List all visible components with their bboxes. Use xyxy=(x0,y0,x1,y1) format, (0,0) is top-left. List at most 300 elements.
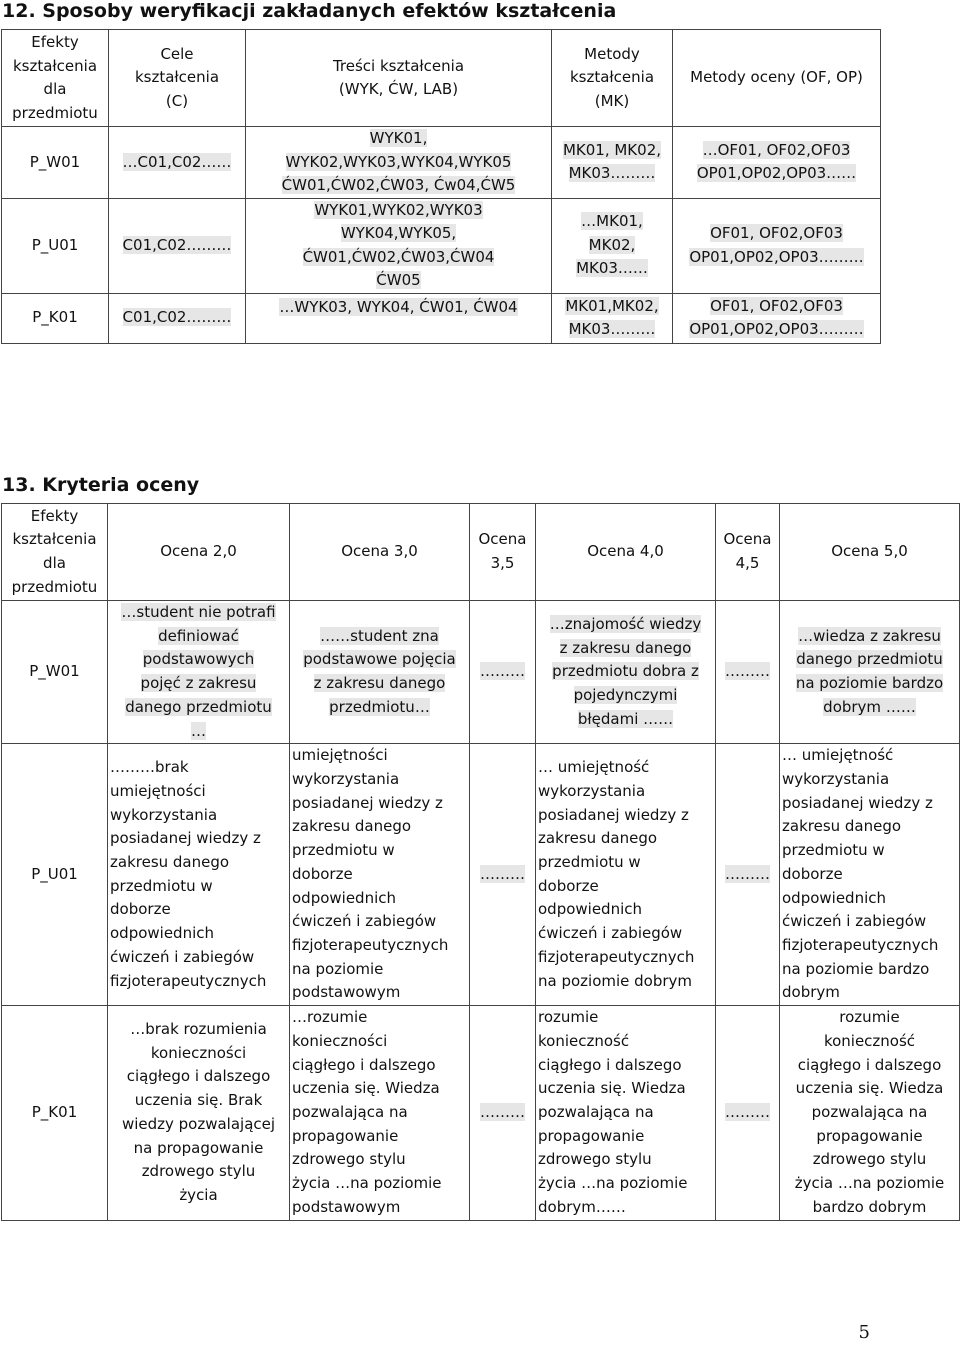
cell-line xyxy=(4,78,106,102)
cell-line-text: … xyxy=(191,721,206,740)
cell-line-text: wykorzystania xyxy=(782,770,890,789)
cell-line xyxy=(554,318,670,342)
cell-line xyxy=(110,1042,287,1066)
cell-line xyxy=(4,576,105,600)
cell-line xyxy=(110,1018,287,1042)
cell-line xyxy=(110,720,287,744)
header-ocena-5-0 xyxy=(780,504,960,601)
cell-line xyxy=(538,660,713,684)
ocena-3-5-cell xyxy=(470,601,536,744)
cell-line-text: Efekty xyxy=(30,506,79,525)
cell-line xyxy=(292,910,467,934)
cell-line-text: (MK) xyxy=(594,91,630,110)
cell-line xyxy=(538,851,713,875)
cell-line-text: zdrowego stylu xyxy=(538,1150,652,1169)
cell-line xyxy=(554,139,670,163)
cell-line-text: propagowanie xyxy=(816,1126,923,1145)
cell-line xyxy=(538,898,713,922)
cell-line xyxy=(782,981,957,1005)
cell-line xyxy=(554,210,670,234)
cell-line-text: …wiedza z zakresu xyxy=(798,626,941,645)
cell-line-text: posiadanej wiedzy z xyxy=(110,829,261,848)
cell-line-text: ciągłego i dalszego xyxy=(538,1055,682,1074)
cell-line xyxy=(292,1101,467,1125)
cell-line-text: Metody oceny (OF, OP) xyxy=(690,68,863,87)
cell-line xyxy=(111,43,243,67)
cell-line-text: bardzo dobrym xyxy=(812,1197,927,1216)
cell-line-text: dla xyxy=(43,554,66,572)
ocena-3-5-cell xyxy=(470,744,536,1006)
cell-line-text: propagowanie xyxy=(538,1126,645,1145)
verification-table xyxy=(1,29,881,344)
cell-line xyxy=(538,946,713,970)
cell-line xyxy=(782,792,957,816)
cell-line xyxy=(110,875,287,899)
cell-line-text: OP01,OP02,OP03…… xyxy=(696,164,857,183)
cell-line-text: Ocena 4,0 xyxy=(587,542,664,561)
cell-line xyxy=(248,174,549,198)
cell-line-text: konieczność xyxy=(823,1031,916,1050)
cell-line-text: Treści kształcenia xyxy=(332,56,465,75)
cell-line-text: odpowiednich xyxy=(292,888,397,907)
cell-line-text: konieczności xyxy=(150,1043,247,1062)
ocena-3-0-cell xyxy=(290,1006,470,1220)
cell-line xyxy=(110,1113,287,1137)
cell-line-text: pozwalająca na xyxy=(292,1103,408,1122)
cell-line-text: ĆW05 xyxy=(376,271,421,289)
cell-line xyxy=(110,1184,287,1208)
cele-value: C01,C02……… xyxy=(122,308,232,327)
cell-line-text: …znajomość wiedzy xyxy=(549,614,702,633)
cell-line-text: MK03……… xyxy=(568,164,656,183)
efekt-cell: P_K01 xyxy=(2,1006,108,1220)
oceny-cell xyxy=(673,127,881,199)
cell-line xyxy=(675,246,878,270)
cell-line xyxy=(110,827,287,851)
cell-line-text: uczenia się. Wiedza xyxy=(292,1079,440,1098)
cell-line-text: ciągłego i dalszego xyxy=(292,1055,436,1074)
header-efekty xyxy=(2,30,109,127)
cell-line xyxy=(111,90,243,114)
cell-line-text: zakresu danego xyxy=(538,829,658,848)
cell-line-text: pozwalająca na xyxy=(538,1103,654,1122)
cell-line-text: dobrym…… xyxy=(538,1197,626,1216)
cell-line-text: wykorzystania xyxy=(538,781,646,800)
cell-line-text: na poziomie bardzo xyxy=(782,959,930,978)
cell-line xyxy=(248,55,549,79)
tresci-cell xyxy=(246,198,552,293)
cell-line xyxy=(248,151,549,175)
cell-line-text: dla xyxy=(43,80,67,98)
cell-line xyxy=(538,804,713,828)
cell-line-text: podstawowe pojęcia xyxy=(303,650,456,669)
header-tresci xyxy=(246,30,552,127)
cell-line xyxy=(110,1089,287,1113)
cell-line-text: MK02, xyxy=(588,235,636,254)
cell-line xyxy=(292,1030,467,1054)
cell-line-text: na poziomie dobrym xyxy=(538,971,693,990)
cell-line xyxy=(538,1172,713,1196)
cell-line-text: przedmiotu xyxy=(11,577,98,596)
cell-line-text: dobrym xyxy=(782,983,840,1002)
cell-line xyxy=(110,780,287,804)
cell-line xyxy=(292,625,467,649)
cell-line-text: posiadanej wiedzy z xyxy=(782,793,933,812)
cell-line xyxy=(675,139,878,163)
cell-line xyxy=(782,1196,957,1220)
cell-line-text: doborze xyxy=(782,864,843,883)
cell-line xyxy=(4,505,105,529)
ocena-4-5-cell xyxy=(716,1006,780,1220)
cell-line xyxy=(292,648,467,672)
cell-line xyxy=(110,946,287,970)
cell-line-text: zakresu danego xyxy=(110,853,230,872)
cell-line xyxy=(538,540,713,564)
cell-line-text: WYK04,WYK05, xyxy=(340,224,457,242)
cell-line-text: konieczność xyxy=(538,1031,630,1050)
cell-line xyxy=(110,922,287,946)
cell-line-text: Cele xyxy=(160,44,194,63)
cell-line xyxy=(782,910,957,934)
cele-cell xyxy=(109,293,246,343)
cell-line xyxy=(554,234,670,258)
cell-line-text: przedmiotu… xyxy=(329,697,430,716)
header-ocena-3-0 xyxy=(290,504,470,601)
cell-line-text: … umiejętność xyxy=(538,758,650,777)
cell-line xyxy=(110,1137,287,1161)
cell-line-text: definiować xyxy=(158,626,239,645)
cell-line xyxy=(538,780,713,804)
table-row xyxy=(2,127,881,199)
cell-line xyxy=(472,552,533,576)
cell-line xyxy=(110,601,287,625)
cell-line-text: ĆW01,ĆW02,ĆW03, Ćw04,ĆW5 xyxy=(281,176,516,194)
ocena-4-5-cell xyxy=(716,744,780,1006)
cell-line xyxy=(782,958,957,982)
cell-line xyxy=(782,1101,957,1125)
cell-line-text: życia xyxy=(179,1185,218,1204)
cell-line xyxy=(782,887,957,911)
cell-line-text: zakresu danego xyxy=(292,817,412,836)
cell-line-text: pozwalająca na xyxy=(811,1103,928,1122)
cell-line-text: WYK01,WYK02,WYK03 xyxy=(314,200,483,219)
cell-line xyxy=(110,804,287,828)
ocena-4-0-cell xyxy=(536,601,716,744)
cell-line xyxy=(248,222,549,246)
cell-line xyxy=(782,768,957,792)
cell-line-text: ……… xyxy=(480,864,525,883)
cell-line xyxy=(782,744,957,768)
cell-line-text: doborze xyxy=(538,876,599,895)
cell-line xyxy=(782,1030,957,1054)
cell-line xyxy=(538,1125,713,1149)
cell-line xyxy=(675,222,878,246)
ocena-2-0-cell xyxy=(108,1006,290,1220)
cell-line xyxy=(782,934,957,958)
cell-line xyxy=(554,295,670,319)
cell-line xyxy=(538,1148,713,1172)
cell-line-text: WYK02,WYK03,WYK04,WYK05 xyxy=(285,152,512,171)
cell-line-text: …rozumie xyxy=(292,1008,368,1027)
cell-line xyxy=(554,90,670,114)
header-ocena-4-5 xyxy=(716,504,780,601)
cell-line-text: pojedynczymi xyxy=(573,685,678,704)
ocena-3-5-cell xyxy=(470,1006,536,1220)
cell-line xyxy=(292,1054,467,1078)
cell-line-text: doborze xyxy=(292,864,353,883)
cell-line-text: ……… xyxy=(480,1103,525,1122)
oceny-cell xyxy=(673,198,881,293)
ocena-2-0-cell xyxy=(108,744,290,1006)
cell-line xyxy=(292,696,467,720)
cele-value: …C01,C02…… xyxy=(122,152,232,171)
cell-line-text: MK01,MK02, xyxy=(565,296,659,315)
cell-line xyxy=(782,815,957,839)
metody-cell xyxy=(552,198,673,293)
cell-line-text: na propagowanie xyxy=(133,1138,264,1157)
cell-line xyxy=(538,875,713,899)
cele-cell xyxy=(109,198,246,293)
cell-line xyxy=(538,827,713,851)
criteria-table xyxy=(1,503,960,1221)
cell-line-text: OF01, OF02,OF03 xyxy=(710,296,843,315)
cell-line xyxy=(292,839,467,863)
cell-line-text: przedmiotu dobra z xyxy=(552,662,699,681)
cell-line xyxy=(675,162,878,186)
cell-line-text: Ocena 3,0 xyxy=(341,542,418,561)
cell-line xyxy=(782,839,957,863)
cell-line xyxy=(4,102,106,126)
cell-line xyxy=(110,1160,287,1184)
efekt-cell: P_U01 xyxy=(2,744,108,1006)
cell-line xyxy=(782,540,957,564)
cell-line-text: wiedzy pozwalającej xyxy=(121,1114,276,1133)
cell-line-text: życia …na poziomie xyxy=(794,1174,945,1193)
ocena-3-0-cell xyxy=(290,744,470,1006)
cell-line xyxy=(675,295,878,319)
cell-line-text: z zakresu danego xyxy=(313,674,446,693)
table-row xyxy=(2,744,960,1006)
cell-line-text: kształcenia xyxy=(12,56,98,75)
metody-cell xyxy=(552,127,673,199)
cell-line xyxy=(675,318,878,342)
cell-line-text: …WYK03, WYK04, ĆW01, ĆW04 xyxy=(279,297,518,316)
cell-line xyxy=(248,78,549,102)
cell-line-text: Ocena xyxy=(478,530,527,549)
cell-line-text: OF01, OF02,OF03 xyxy=(710,224,843,242)
cell-line xyxy=(782,863,957,887)
cell-line-text: życia …na poziomie xyxy=(292,1174,442,1193)
cell-line-text: fizjoterapeutycznych xyxy=(110,971,267,990)
cell-line xyxy=(538,756,713,780)
cell-line-text: przedmiotu w xyxy=(292,841,395,860)
cell-line-text: na poziomie bardzo xyxy=(795,674,944,693)
table-row xyxy=(2,293,881,343)
table-row xyxy=(2,198,881,293)
cell-line-text: … umiejętność xyxy=(782,746,894,765)
cell-line-text: zdrowego stylu xyxy=(292,1150,406,1169)
cell-line xyxy=(538,1006,713,1030)
cell-line-text: …brak rozumienia xyxy=(130,1020,267,1039)
cell-line xyxy=(4,55,106,79)
header-oceny xyxy=(673,30,881,127)
cell-line-text: OP01,OP02,OP03……… xyxy=(689,247,864,266)
cell-line xyxy=(554,257,670,281)
cell-line xyxy=(538,613,713,637)
cell-line-text: ćwiczeń i zabiegów xyxy=(538,924,683,943)
ocena-5-0-cell xyxy=(780,601,960,744)
cell-line-text: …student nie potrafi xyxy=(121,603,276,621)
cell-line xyxy=(538,970,713,994)
cell-line-text: ……student zna xyxy=(320,626,439,645)
cell-line xyxy=(538,637,713,661)
cell-line xyxy=(110,756,287,780)
cell-line xyxy=(718,1101,777,1125)
cell-line xyxy=(292,768,467,792)
cell-line-text: Efekty xyxy=(31,33,79,51)
cell-line-text: ciągłego i dalszego xyxy=(797,1055,942,1074)
cell-line xyxy=(4,528,105,552)
cell-line-text: wykorzystania xyxy=(292,770,400,789)
cell-line xyxy=(110,648,287,672)
cell-line-text: odpowiednich xyxy=(782,888,887,907)
cell-line xyxy=(782,1172,957,1196)
cell-line xyxy=(782,1054,957,1078)
cell-line-text: WYK01, xyxy=(369,129,428,147)
cell-line-text: przedmiotu w xyxy=(538,853,641,872)
cell-line-text: przedmiotu w xyxy=(110,876,213,895)
efekt-cell: P_W01 xyxy=(2,601,108,744)
cell-line xyxy=(718,528,777,552)
header-metody xyxy=(552,30,673,127)
cell-line xyxy=(292,981,467,1005)
cell-line-text: 3,5 xyxy=(490,554,515,572)
cell-line xyxy=(4,552,105,576)
cell-line-text: MK03……… xyxy=(568,320,656,338)
cell-line-text: ……… xyxy=(725,1103,770,1122)
ocena-5-0-cell xyxy=(780,744,960,1006)
ocena-5-0-cell xyxy=(780,1006,960,1220)
cell-line-text: zdrowego stylu xyxy=(141,1162,256,1181)
cell-line xyxy=(472,863,533,887)
cell-line xyxy=(675,66,878,90)
cell-line-text: pojęć z zakresu xyxy=(140,674,257,693)
header-cele xyxy=(109,30,246,127)
ocena-4-0-cell xyxy=(536,744,716,1006)
cell-line xyxy=(292,1196,467,1220)
cell-line-text: podstawowym xyxy=(292,983,401,1002)
cell-line-text: Ocena 5,0 xyxy=(831,542,908,561)
section-13-title: 13. Kryteria oceny xyxy=(2,474,200,496)
header-ocena-4-0 xyxy=(536,504,716,601)
cell-line-text: życia …na poziomie xyxy=(538,1174,688,1193)
cell-line xyxy=(292,672,467,696)
cell-line-text: uczenia się. Wiedza xyxy=(795,1079,944,1098)
cell-line-text: ……… xyxy=(725,864,770,883)
cell-line xyxy=(110,672,287,696)
cell-line xyxy=(292,863,467,887)
cell-line xyxy=(718,552,777,576)
cell-line xyxy=(110,898,287,922)
cell-line-text: ciągłego i dalszego xyxy=(126,1067,271,1086)
cell-line-text: odpowiednich xyxy=(538,900,643,919)
header-ocena-3-5 xyxy=(470,504,536,601)
cell-line-text: zakresu danego xyxy=(782,817,902,836)
cell-line xyxy=(248,296,549,320)
cell-line xyxy=(718,660,777,684)
cell-line-text: ĆW01,ĆW02,ĆW03,ĆW04 xyxy=(302,247,495,266)
cell-line xyxy=(292,958,467,982)
ocena-4-5-cell xyxy=(716,601,780,744)
cell-line xyxy=(292,815,467,839)
cell-line-text: rozumie xyxy=(839,1008,900,1027)
cell-line xyxy=(248,246,549,270)
header-ocena-2-0 xyxy=(108,504,290,601)
cell-line xyxy=(110,625,287,649)
cell-line-text: (WYK, ĆW, LAB) xyxy=(338,80,459,98)
cell-line-text: umiejętności xyxy=(292,746,388,765)
cell-line xyxy=(110,540,287,564)
cell-line xyxy=(538,708,713,732)
cell-line xyxy=(292,887,467,911)
efekt-cell: P_K01 xyxy=(2,293,109,343)
cell-line-text: (C) xyxy=(165,91,189,110)
cell-line-text: ćwiczeń i zabiegów xyxy=(292,912,437,931)
cell-line-text: dobrym …… xyxy=(823,697,916,716)
cell-line-text: …OF01, OF02,OF03 xyxy=(702,140,851,159)
cell-line-text: podstawowych xyxy=(142,650,255,669)
cell-line xyxy=(292,934,467,958)
cell-line-text: ……… xyxy=(480,662,525,681)
cell-line xyxy=(554,43,670,67)
cell-line-text: fizjoterapeutycznych xyxy=(292,935,449,954)
cell-line-text: błędami …… xyxy=(577,709,674,728)
cell-line-text: przedmiotu w xyxy=(782,841,885,860)
cell-line-text: uczenia się. Brak xyxy=(134,1091,263,1110)
section-12-title: 12. Sposoby weryfikacji zakładanych efektów kształcenia xyxy=(2,0,617,22)
cell-line-text: OP01,OP02,OP03……… xyxy=(689,320,864,338)
cell-line xyxy=(292,540,467,564)
cell-line xyxy=(538,1077,713,1101)
tresci-cell xyxy=(246,127,552,199)
cell-line xyxy=(248,127,549,151)
tresci-cell xyxy=(246,293,552,343)
cell-line xyxy=(4,31,106,55)
cell-line xyxy=(292,1172,467,1196)
cell-line-text: posiadanej wiedzy z xyxy=(292,793,443,812)
cele-cell xyxy=(109,127,246,199)
cell-line xyxy=(292,1125,467,1149)
ocena-2-0-cell xyxy=(108,601,290,744)
cell-line-text: ……… xyxy=(725,662,770,681)
ocena-4-0-cell xyxy=(536,1006,716,1220)
cell-line-text: odpowiednich xyxy=(110,924,215,943)
cell-line xyxy=(110,1065,287,1089)
cell-line-text: kształcenia xyxy=(134,68,220,87)
cell-line xyxy=(782,672,957,696)
cell-line xyxy=(472,1101,533,1125)
efekt-cell: P_W01 xyxy=(2,127,109,199)
cell-line xyxy=(782,696,957,720)
efekt-cell: P_U01 xyxy=(2,198,109,293)
cell-line xyxy=(782,1077,957,1101)
cell-line-text: propagowanie xyxy=(292,1126,399,1145)
cell-line xyxy=(292,1148,467,1172)
cell-line-text: umiejętności xyxy=(110,781,206,800)
cell-line-text: podstawowym xyxy=(292,1197,401,1216)
cell-line xyxy=(538,684,713,708)
cell-line xyxy=(472,660,533,684)
